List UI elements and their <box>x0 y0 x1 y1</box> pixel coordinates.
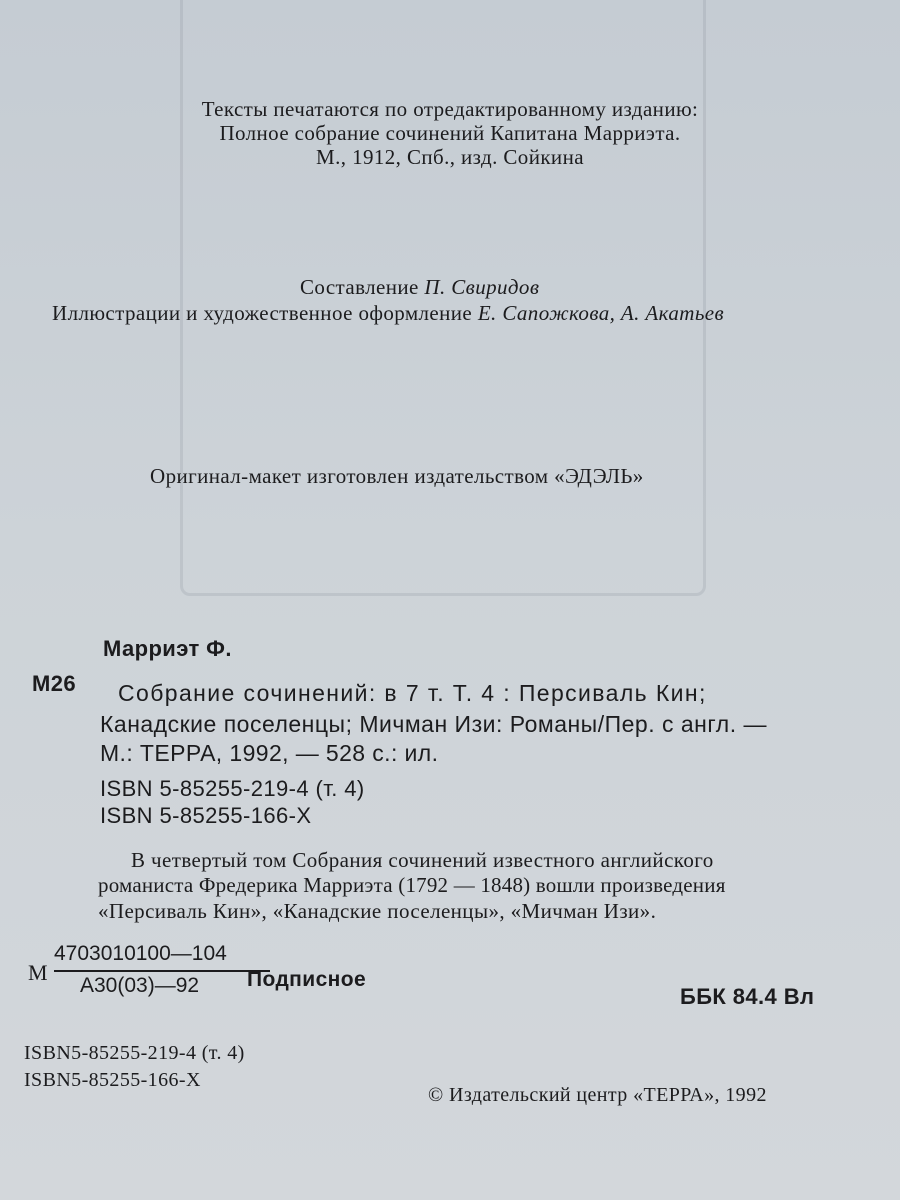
catalog-description-3: М.: ТЕРРА, 1992, — 528 с.: ил. <box>100 740 439 766</box>
compiler-label: Составление <box>300 275 419 299</box>
fraction-prefix: М <box>28 960 48 985</box>
layout-note: Оригинал-макет изготовлен издательством «ЭДЭЛЬ» <box>150 464 644 488</box>
source-line-3: М., 1912, Спб., изд. Сойкина <box>316 145 584 169</box>
illustrations-credit <box>52 301 724 326</box>
compiler-credit <box>300 275 539 300</box>
catalog-author: Марриэт Ф. <box>103 636 232 661</box>
catalog-isbn-2: ISBN 5-85255-166-X <box>100 803 312 828</box>
subscription-label: Подписное <box>247 968 367 991</box>
compiler-name: П. Свиридов <box>424 275 540 299</box>
catalog-code: М26 <box>32 671 76 696</box>
summary-line-1: В четвертый том Собрания сочинений известного английского <box>131 848 714 872</box>
copyright-notice: © Издательский центр «ТЕРРА», 1992 <box>428 1084 767 1106</box>
source-line-2: Полное собрание сочинений Капитана Марриэта. <box>219 121 681 145</box>
bbk-code: ББК 84.4 Вл <box>680 984 815 1009</box>
summary-line-2: романиста Фредерика Марриэта (1792 — 1848) вошли произведения <box>98 873 726 897</box>
illustrators-names: Е. Сапожкова, А. Акатьев <box>477 301 725 325</box>
catalog-description-2: Канадские поселенцы; Мичман Изи: Романы/Пер. с англ. — <box>100 711 767 737</box>
fraction-bar <box>54 970 270 972</box>
fraction-numerator: 4703010100—104 <box>54 942 227 965</box>
illustrations-label: Иллюстрации и художественное оформление <box>52 301 473 325</box>
summary-line-3: «Персиваль Кин», «Канадские поселенцы», «Мичман Изи». <box>98 899 657 923</box>
fraction-denominator: А30(03)—92 <box>80 974 200 997</box>
source-line-1: Тексты печатаются по отредактированному изданию: <box>201 97 699 121</box>
catalog-isbn-1: ISBN 5-85255-219-4 (т. 4) <box>100 776 365 801</box>
footer-isbn-1: ISBN5-85255-219-4 (т. 4) <box>24 1042 245 1064</box>
catalog-description-1: Собрание сочинений: в 7 т. Т. 4 : Персиваль Кин; <box>118 680 707 706</box>
footer-isbn-2: ISBN5-85255-166-X <box>24 1069 201 1091</box>
